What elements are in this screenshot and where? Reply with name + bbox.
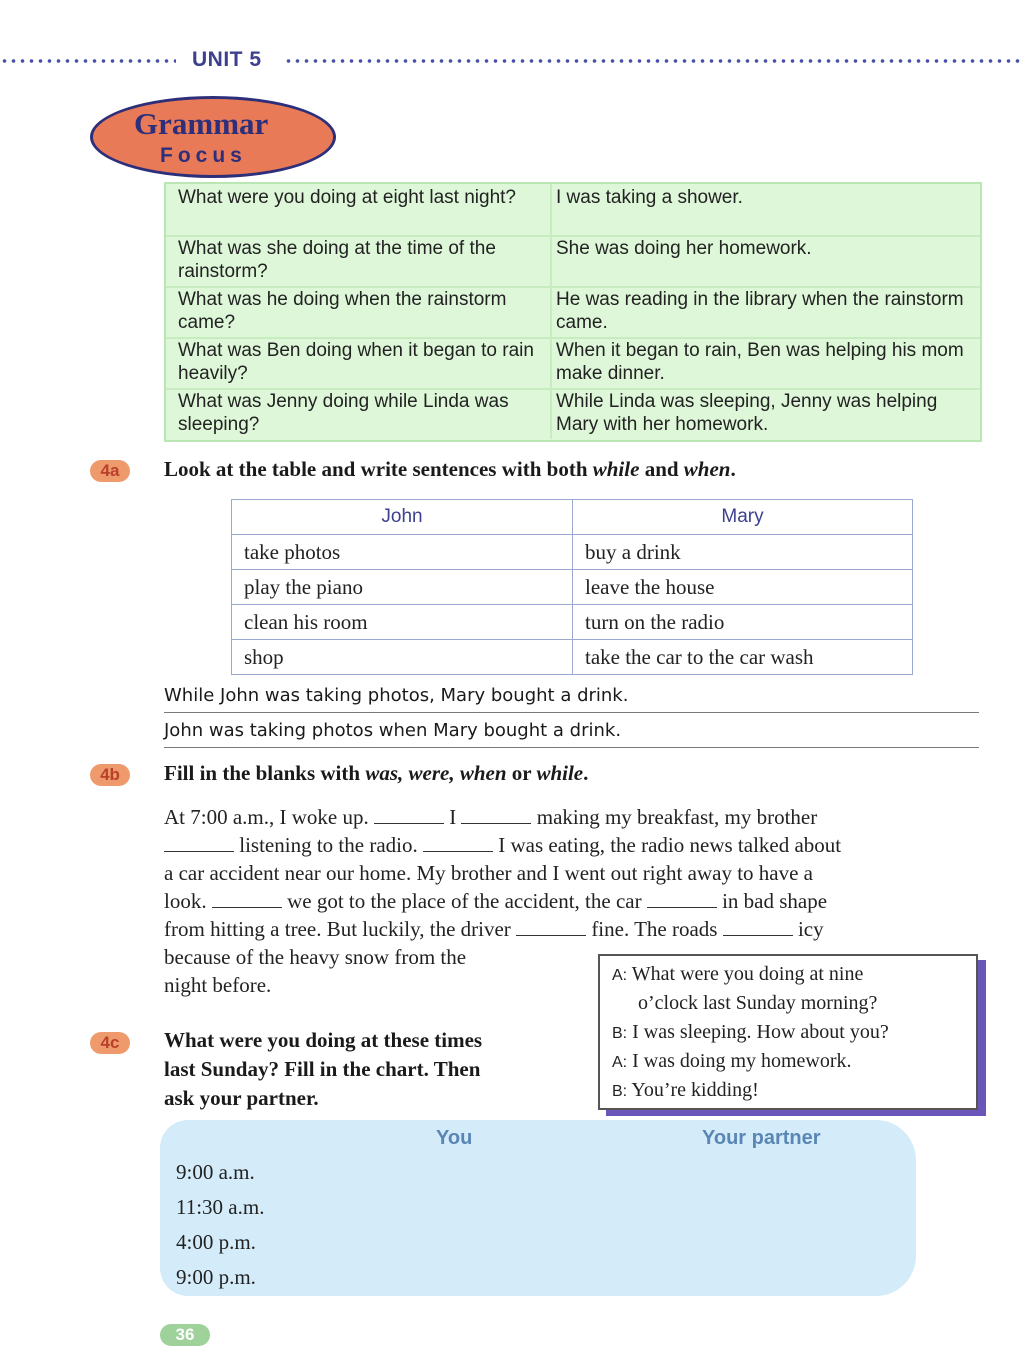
dialog-line: B: I was sleeping. How about you?: [612, 1021, 889, 1043]
blank-field[interactable]: [423, 833, 493, 852]
john-mary-table: [231, 499, 913, 675]
grammar-answer: He was reading in the library when the rainstorm came.: [556, 289, 964, 333]
exercise-4b-marker: 4b: [90, 764, 130, 786]
passage-line: night before.: [164, 973, 272, 997]
blank-field[interactable]: [461, 805, 531, 824]
passage-line: a car accident near our home. My brother and I went out right away to have a: [164, 861, 813, 885]
exercise-4c-marker: 4c: [90, 1032, 130, 1054]
time-label: 11:30 a.m.: [176, 1195, 265, 1219]
table-cell: take photos: [232, 535, 573, 570]
passage-line: from hitting a tree. But luckily, the driver fine. The roads icy: [164, 917, 824, 941]
exercise-4a-instruction: Look at the table and write sentences with both while and when.: [164, 457, 736, 481]
grammar-question: What was Ben doing when it began to rain heavily?: [178, 340, 534, 384]
column-header-you: You: [436, 1127, 473, 1149]
grammar-row: [166, 184, 980, 237]
time-label: 4:00 p.m.: [176, 1230, 256, 1254]
time-label: 9:00 p.m.: [176, 1265, 256, 1289]
header-dots-right: [284, 58, 1024, 64]
header-dots-left: [0, 58, 176, 64]
passage-line: because of the heavy snow from the: [164, 945, 467, 969]
table-cell: leave the house: [573, 570, 913, 605]
grammar-focus-table: [164, 182, 982, 442]
passage-line: listening to the radio. I was eating, the radio news talked about: [164, 831, 979, 859]
unit-title: UNIT 5: [192, 48, 262, 71]
blank-field[interactable]: [516, 917, 586, 936]
blank-field[interactable]: [164, 833, 234, 852]
blank-field[interactable]: [647, 889, 717, 908]
grammar-answer: I was taking a shower.: [556, 187, 743, 208]
table-cell: play the piano: [232, 570, 573, 605]
table-cell: shop: [232, 640, 573, 675]
dialog-line: B: You’re kidding!: [612, 1079, 759, 1101]
passage-line: look. we got to the place of the accident, the car in bad shape: [164, 889, 828, 913]
time-label: 9:00 a.m.: [176, 1160, 255, 1184]
blank-field[interactable]: [723, 917, 793, 936]
table-row: [232, 640, 913, 675]
grammar-question: What was he doing when the rainstorm came?: [178, 289, 507, 333]
grammar-question: What was Jenny doing while Linda was sleeping?: [178, 391, 509, 435]
column-header-john: John: [232, 500, 573, 535]
grammar-question: What was she doing at the time of the rainstorm?: [178, 238, 496, 282]
blank-field[interactable]: [374, 805, 444, 824]
example-sentence-1: While John was taking photos, Mary bought a drink.: [164, 684, 979, 713]
table-cell: take the car to the car wash: [573, 640, 913, 675]
grammar-question: What were you doing at eight last night?: [178, 187, 516, 208]
passage-line: At 7:00 a.m., I woke up. I making my breakfast, my brother: [164, 805, 818, 829]
example-dialog-box: [598, 954, 978, 1110]
exercise-4b-instruction: Fill in the blanks with was, were, when or while.: [164, 761, 589, 785]
exercise-4c-instruction: What were you doing at these times last Sunday? Fill in the chart. Then ask your partner.: [164, 1028, 483, 1110]
grammar-focus-title: Grammar: [134, 106, 269, 141]
grammar-row: [166, 388, 980, 439]
grammar-row: [166, 286, 980, 339]
table-row: [232, 535, 913, 570]
table-row: [232, 570, 913, 605]
blank-field[interactable]: [212, 889, 282, 908]
dialog-line: o’clock last Sunday morning?: [638, 992, 878, 1014]
column-header-mary: Mary: [573, 500, 913, 535]
table-cell: buy a drink: [573, 535, 913, 570]
page-number: 36: [160, 1324, 210, 1346]
grammar-answer: She was doing her homework.: [556, 238, 812, 259]
grammar-focus-subtitle: Focus: [160, 144, 247, 167]
dialog-line: A: What were you doing at nine: [612, 963, 864, 985]
table-row: [232, 605, 913, 640]
grammar-answer: When it began to rain, Ben was helping his mom make dinner.: [556, 340, 964, 384]
exercise-4a-marker: 4a: [90, 460, 130, 482]
grammar-answer: While Linda was sleeping, Jenny was helping Mary with her homework.: [556, 391, 938, 435]
dialog-line: A: I was doing my homework.: [612, 1050, 852, 1072]
table-cell: turn on the radio: [573, 605, 913, 640]
example-sentence-2: John was taking photos when Mary bought a drink.: [164, 719, 979, 748]
grammar-row: [166, 337, 980, 390]
column-header-your-partner: Your partner: [702, 1127, 821, 1149]
grammar-row: [166, 235, 980, 288]
table-cell: clean his room: [232, 605, 573, 640]
